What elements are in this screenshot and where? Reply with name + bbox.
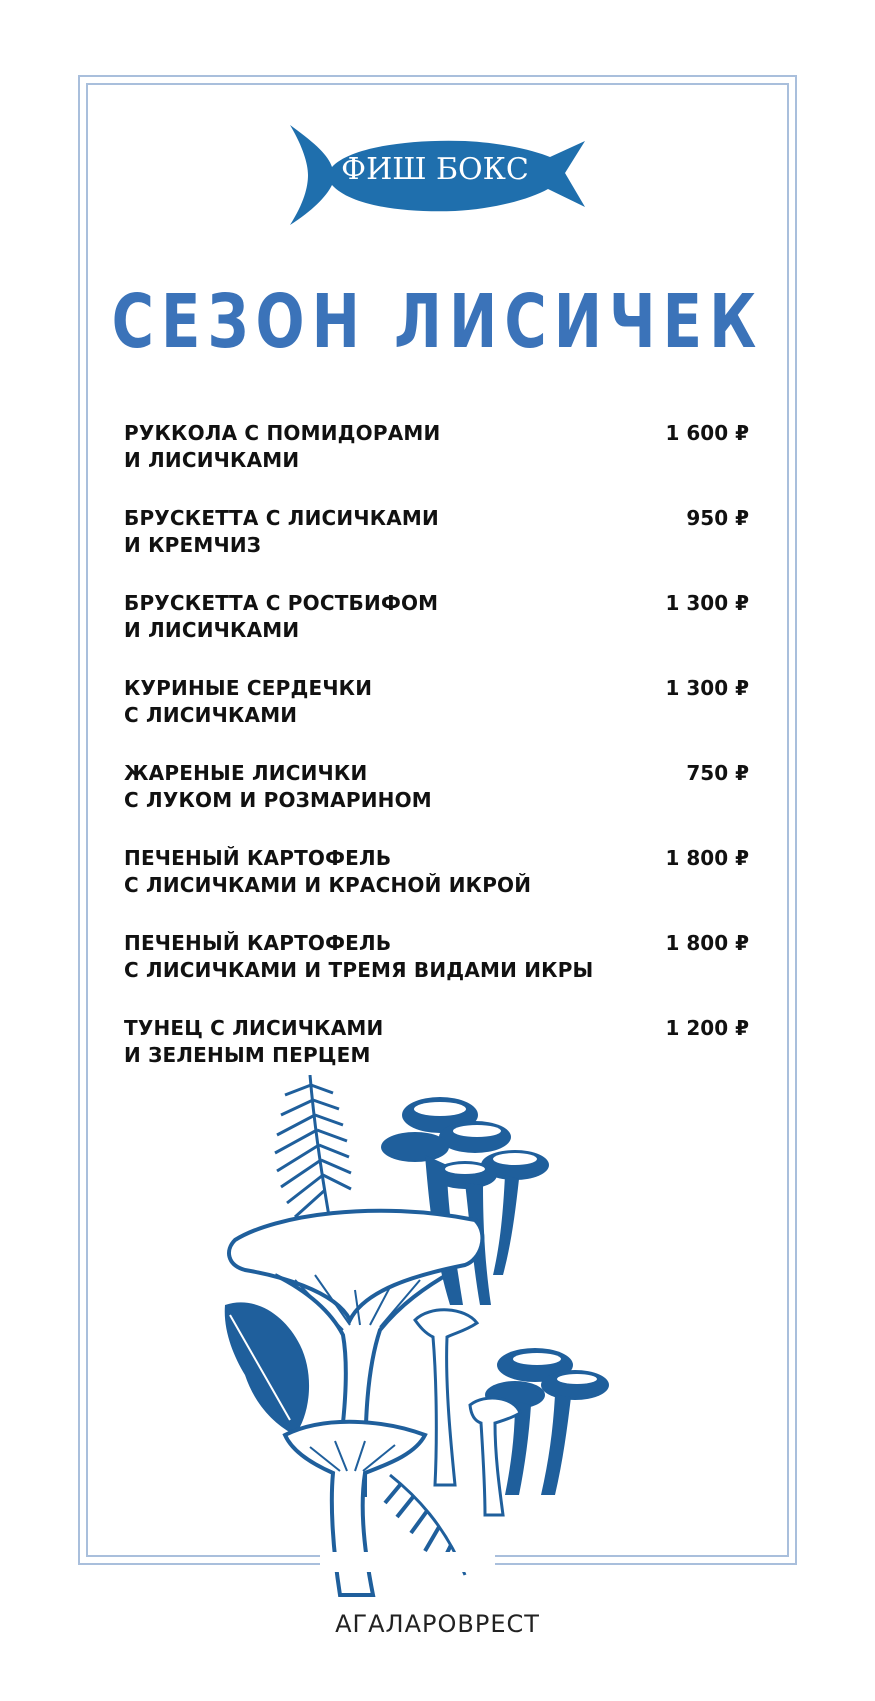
menu-item	[124, 675, 749, 760]
menu-item-price: 1 800 ₽	[665, 846, 749, 870]
fish-box-logo	[290, 125, 585, 225]
menu-item-name: КУРИНЫЕ СЕРДЕЧКИ С ЛИСИЧКАМИ	[124, 676, 373, 727]
menu-item	[124, 930, 749, 1015]
footer-brand: АГАЛАРОВРЕСТ	[335, 1610, 540, 1638]
menu-item-name: БРУСКЕТТА С РОСТБИФОМ И ЛИСИЧКАМИ	[124, 591, 439, 642]
menu-item	[124, 420, 749, 505]
menu-item	[124, 590, 749, 675]
menu-list	[124, 420, 749, 1100]
menu-item-price: 950 ₽	[686, 506, 749, 530]
menu-item	[124, 505, 749, 590]
menu-item-price: 1 300 ₽	[665, 591, 749, 615]
logo-text: ФИШ БОКС	[341, 152, 529, 187]
page-title: СЕЗОН ЛИСИЧЕК	[111, 279, 764, 365]
mushroom-illustration-icon	[215, 1075, 655, 1615]
menu-item-price: 750 ₽	[686, 761, 749, 785]
menu-item-name: ТУНЕЦ С ЛИСИЧКАМИ И ЗЕЛЕНЫМ ПЕРЦЕМ	[124, 1016, 384, 1067]
menu-item	[124, 760, 749, 845]
chanterelle-mushrooms-illustration	[215, 1075, 655, 1615]
menu-item-name: ПЕЧЕНЫЙ КАРТОФЕЛЬ С ЛИСИЧКАМИ И ТРЕМЯ ВИДАМИ ИКРЫ	[124, 931, 594, 982]
menu-item-name: РУККОЛА С ПОМИДОРАМИ И ЛИСИЧКАМИ	[124, 421, 441, 472]
menu-item-name: ПЕЧЕНЫЙ КАРТОФЕЛЬ С ЛИСИЧКАМИ И КРАСНОЙ ИКРОЙ	[124, 846, 532, 897]
menu-item-name: БРУСКЕТТА С ЛИСИЧКАМИ И КРЕМЧИЗ	[124, 506, 439, 557]
menu-item	[124, 845, 749, 930]
menu-item-price: 1 300 ₽	[665, 676, 749, 700]
menu-item-price: 1 600 ₽	[665, 421, 749, 445]
menu-item-name: ЖАРЕНЫЕ ЛИСИЧКИ С ЛУКОМ И РОЗМАРИНОМ	[124, 761, 432, 812]
frame-gap	[320, 1552, 495, 1572]
menu-item-price: 1 800 ₽	[665, 931, 749, 955]
menu-item-price: 1 200 ₽	[665, 1016, 749, 1040]
